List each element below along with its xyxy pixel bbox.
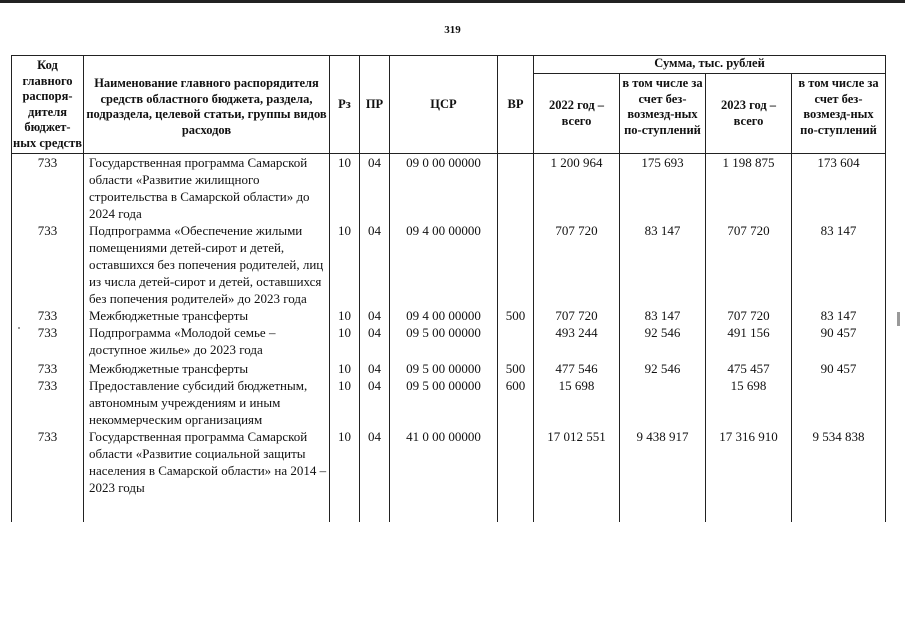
cell-2022-free: 175 693 xyxy=(620,154,706,223)
cell-csr: 41 0 00 00000 xyxy=(390,428,498,522)
cell-pr: 04 xyxy=(360,377,390,428)
cell-csr: 09 5 00 00000 xyxy=(390,377,498,428)
cell-2022-free: 83 147 xyxy=(620,222,706,307)
cell-2023-total: 17 316 910 xyxy=(706,428,792,522)
cell-name: Межбюджетные трансферты xyxy=(84,307,330,324)
cell-csr: 09 4 00 00000 xyxy=(390,307,498,324)
header-rz: Рз xyxy=(330,56,360,154)
header-2022-free: в том числе за счет без-возмезд-ных по-ступлений xyxy=(620,74,706,154)
cell-2023-total: 475 457 xyxy=(706,358,792,377)
cell-name: Государственная программа Самарской области «Развитие социальной защиты населения в Самарской области» на 2014 – 2023 годы xyxy=(84,428,330,522)
cell-code: 733 xyxy=(12,358,84,377)
header-2022-total: 2022 год – всего xyxy=(534,74,620,154)
cell-code: 733 xyxy=(12,428,84,522)
cell-2022-total: 493 244 xyxy=(534,324,620,358)
page-number: 319 xyxy=(444,24,461,36)
cell-name: Межбюджетные трансферты xyxy=(84,358,330,377)
cell-pr: 04 xyxy=(360,358,390,377)
cell-2023-free: 90 457 xyxy=(792,358,886,377)
cell-2023-total: 491 156 xyxy=(706,324,792,358)
cell-csr: 09 5 00 00000 xyxy=(390,324,498,358)
table-row xyxy=(12,307,886,324)
cell-code: 733 xyxy=(12,222,84,307)
cell-csr: 09 5 00 00000 xyxy=(390,358,498,377)
cell-2023-free: 9 534 838 xyxy=(792,428,886,522)
budget-table xyxy=(11,55,886,522)
header-2023-total: 2023 год – всего xyxy=(706,74,792,154)
cell-2022-total: 707 720 xyxy=(534,222,620,307)
table-row xyxy=(12,154,886,223)
cell-2023-total: 707 720 xyxy=(706,222,792,307)
cell-rz: 10 xyxy=(330,358,360,377)
cell-name: Подпрограмма «Молодой семье – доступное жилье» до 2023 года xyxy=(84,324,330,358)
cell-vr: 500 xyxy=(498,307,534,324)
cell-2022-free xyxy=(620,377,706,428)
header-2023-free: в том числе за счет без-возмезд-ных по-ступлений xyxy=(792,74,886,154)
cell-vr: 600 xyxy=(498,377,534,428)
cell-pr: 04 xyxy=(360,222,390,307)
top-rule xyxy=(0,0,905,3)
cell-name: Подпрограмма «Обеспечение жилыми помещениями детей-сирот и детей, оставшихся без попечения родителей, лиц из числа детей-сирот и детей, оставшихся без попечения родителей» до 2023 года xyxy=(84,222,330,307)
table-row xyxy=(12,358,886,377)
cell-code: 733 xyxy=(12,324,84,358)
cell-2022-free: 83 147 xyxy=(620,307,706,324)
cell-2022-total: 15 698 xyxy=(534,377,620,428)
header-name: Наименование главного распорядителя средств областного бюджета, раздела, подраздела, целевой статьи, группы видов расходов xyxy=(84,56,330,154)
cell-vr xyxy=(498,222,534,307)
table-row xyxy=(12,222,886,307)
cell-code: 733 xyxy=(12,307,84,324)
cell-pr: 04 xyxy=(360,307,390,324)
cell-code: 733 xyxy=(12,154,84,223)
cell-pr: 04 xyxy=(360,324,390,358)
cell-vr xyxy=(498,154,534,223)
cell-2023-free: 90 457 xyxy=(792,324,886,358)
header-sum-group: Сумма, тыс. рублей xyxy=(534,56,886,74)
header-csr: ЦСР xyxy=(390,56,498,154)
cell-2022-free: 9 438 917 xyxy=(620,428,706,522)
header-vr: ВР xyxy=(498,56,534,154)
header-pr: ПР xyxy=(360,56,390,154)
cell-2023-total: 15 698 xyxy=(706,377,792,428)
cell-rz: 10 xyxy=(330,428,360,522)
cell-2022-total: 707 720 xyxy=(534,307,620,324)
cell-name: Предоставление субсидий бюджетным, автономным учреждениям и иным некоммерческим организациям xyxy=(84,377,330,428)
cell-csr: 09 0 00 00000 xyxy=(390,154,498,223)
cell-2022-free: 92 546 xyxy=(620,324,706,358)
cell-2022-free: 92 546 xyxy=(620,358,706,377)
cell-name: Государственная программа Самарской области «Развитие жилищного строительства в Самарской области» до 2024 года xyxy=(84,154,330,223)
cell-2023-total: 707 720 xyxy=(706,307,792,324)
table-row xyxy=(12,324,886,358)
cell-pr: 04 xyxy=(360,154,390,223)
cell-vr: 500 xyxy=(498,358,534,377)
cell-rz: 10 xyxy=(330,222,360,307)
cell-2023-free: 83 147 xyxy=(792,307,886,324)
cell-rz: 10 xyxy=(330,307,360,324)
cell-2023-free: 173 604 xyxy=(792,154,886,223)
cell-vr xyxy=(498,324,534,358)
cell-2022-total: 1 200 964 xyxy=(534,154,620,223)
table-row xyxy=(12,428,886,522)
cell-2023-total: 1 198 875 xyxy=(706,154,792,223)
cell-rz: 10 xyxy=(330,377,360,428)
cell-2023-free xyxy=(792,377,886,428)
cell-pr: 04 xyxy=(360,428,390,522)
cell-rz: 10 xyxy=(330,154,360,223)
scan-speck xyxy=(897,312,900,326)
cell-vr xyxy=(498,428,534,522)
cell-2023-free: 83 147 xyxy=(792,222,886,307)
table-row xyxy=(12,377,886,428)
scan-speck xyxy=(18,327,20,329)
cell-csr: 09 4 00 00000 xyxy=(390,222,498,307)
cell-code: 733 xyxy=(12,377,84,428)
cell-2022-total: 17 012 551 xyxy=(534,428,620,522)
cell-2022-total: 477 546 xyxy=(534,358,620,377)
cell-rz: 10 xyxy=(330,324,360,358)
header-code: Код главного распоря-дителя бюджет-ных средств xyxy=(12,56,84,154)
